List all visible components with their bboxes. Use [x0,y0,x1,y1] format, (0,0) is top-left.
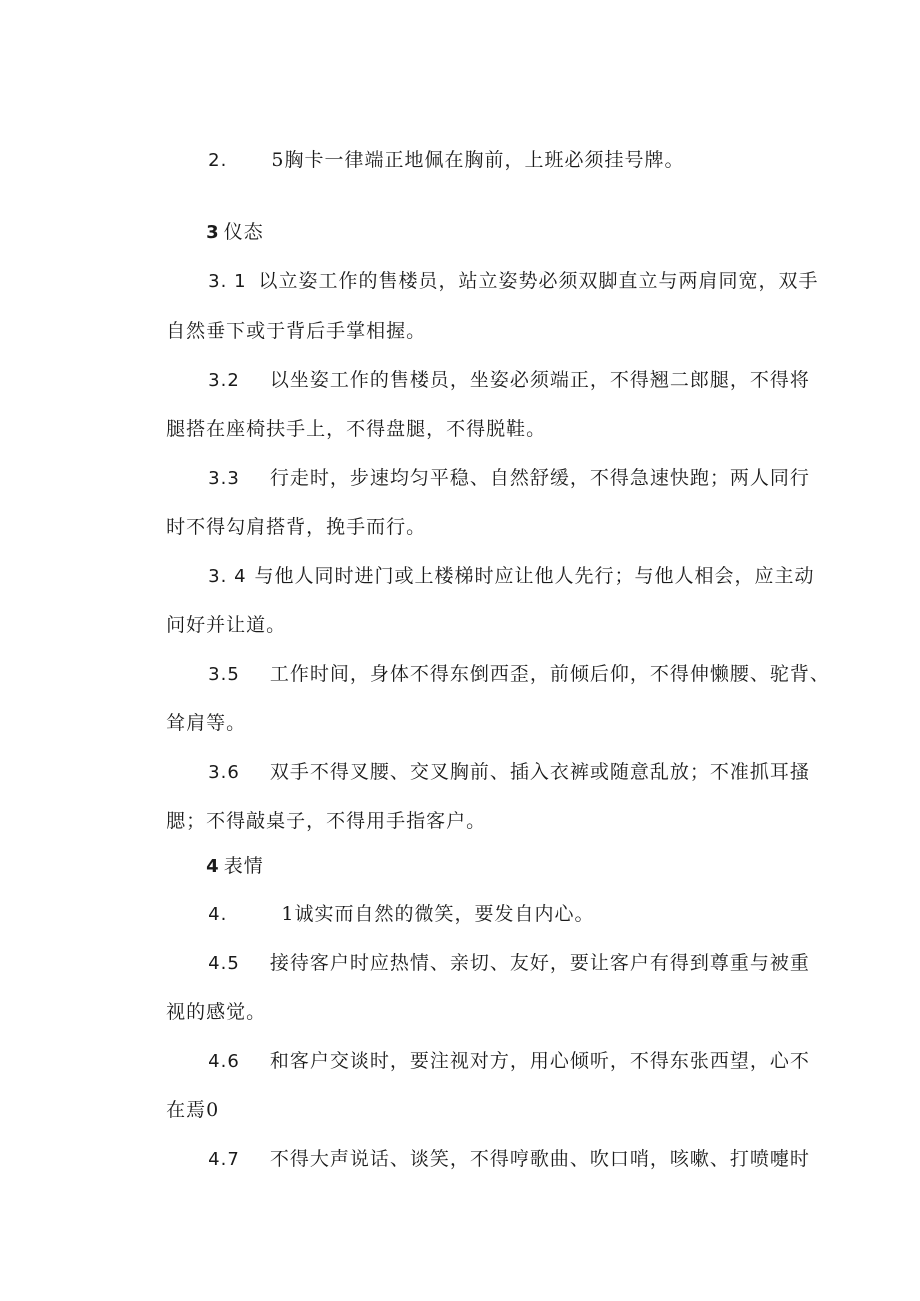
item-number: 4.7 [208,1149,240,1170]
item-text: 以坐姿工作的售楼员，坐姿必须端正，不得翘二郎腿，不得将 [269,369,810,391]
item-text-cont: 在焉0 [166,1099,220,1121]
item-number: 3.3 [208,468,240,489]
item-text: 以立姿工作的售楼员，站立姿势必须双脚直立与两肩同宽，双手 [258,270,819,292]
item-number: 3. 4 [208,566,247,587]
item-number: 3.5 [208,664,240,685]
paragraph-4-7 [180,1123,810,1196]
item-text-cont: 腿搭在座椅扶手上，不得盘腿，不得脱鞋。 [166,418,547,440]
section-title: 表情 [223,855,264,877]
item-number: 4.5 [208,953,240,974]
item-text: 行走时，步速均匀平稳、自然舒缓，不得急速快跑；两人同行 [269,467,810,489]
item-number: 4.6 [208,1051,240,1072]
paragraph-3-5 [180,638,830,711]
item-number: 3.2 [208,370,240,391]
item-text: 工作时间，身体不得东倒西歪，前倾后仰，不得伸懒腰、驼背、 [269,663,830,685]
section-title: 仪态 [223,221,264,243]
item-text: 不得大声说话、谈笑，不得哼歌曲、吹口哨，咳嗽、打喷嚏时 [269,1148,810,1170]
section-number: 4 [206,856,220,877]
paragraph-4-5 [180,927,810,1000]
item-text-cont: 腮；不得敲桌子，不得用手指客户。 [166,810,487,832]
section-number: 3 [206,222,220,243]
paragraph-2-5 [180,124,684,197]
item-text: 5胸卡一律端正地佩在胸前，上班必须挂号牌。 [271,149,685,171]
item-text: 与他人同时进门或上楼梯时应让他人先行；与他人相会，应主动 [254,565,815,587]
item-number: 3.6 [208,762,240,783]
item-text-cont: 问好并让道。 [166,614,287,636]
item-number: 3. 1 [208,271,247,292]
item-number: 2. [208,150,228,171]
item-text: 接待客户时应热情、亲切、友好，要让客户有得到尊重与被重 [269,952,810,974]
item-text: 双手不得叉腰、交叉胸前、插入衣裤或随意乱放；不准抓耳搔 [269,761,810,783]
item-text-cont: 耸肩等。 [166,712,247,734]
paragraph-4-6 [180,1025,810,1098]
item-text-cont: 视的感觉。 [166,1001,267,1023]
item-text-cont: 自然垂下或于背后手掌相握。 [166,320,427,342]
item-text: 和客户交谈时，要注视对方，用心倾听，不得东张西望，心不 [269,1050,810,1072]
item-text-cont: 时不得勾肩搭背，挽手而行。 [166,516,427,538]
item-text: 1诚实而自然的微笑，要发自内心。 [281,903,595,925]
item-number: 4. [208,904,228,925]
